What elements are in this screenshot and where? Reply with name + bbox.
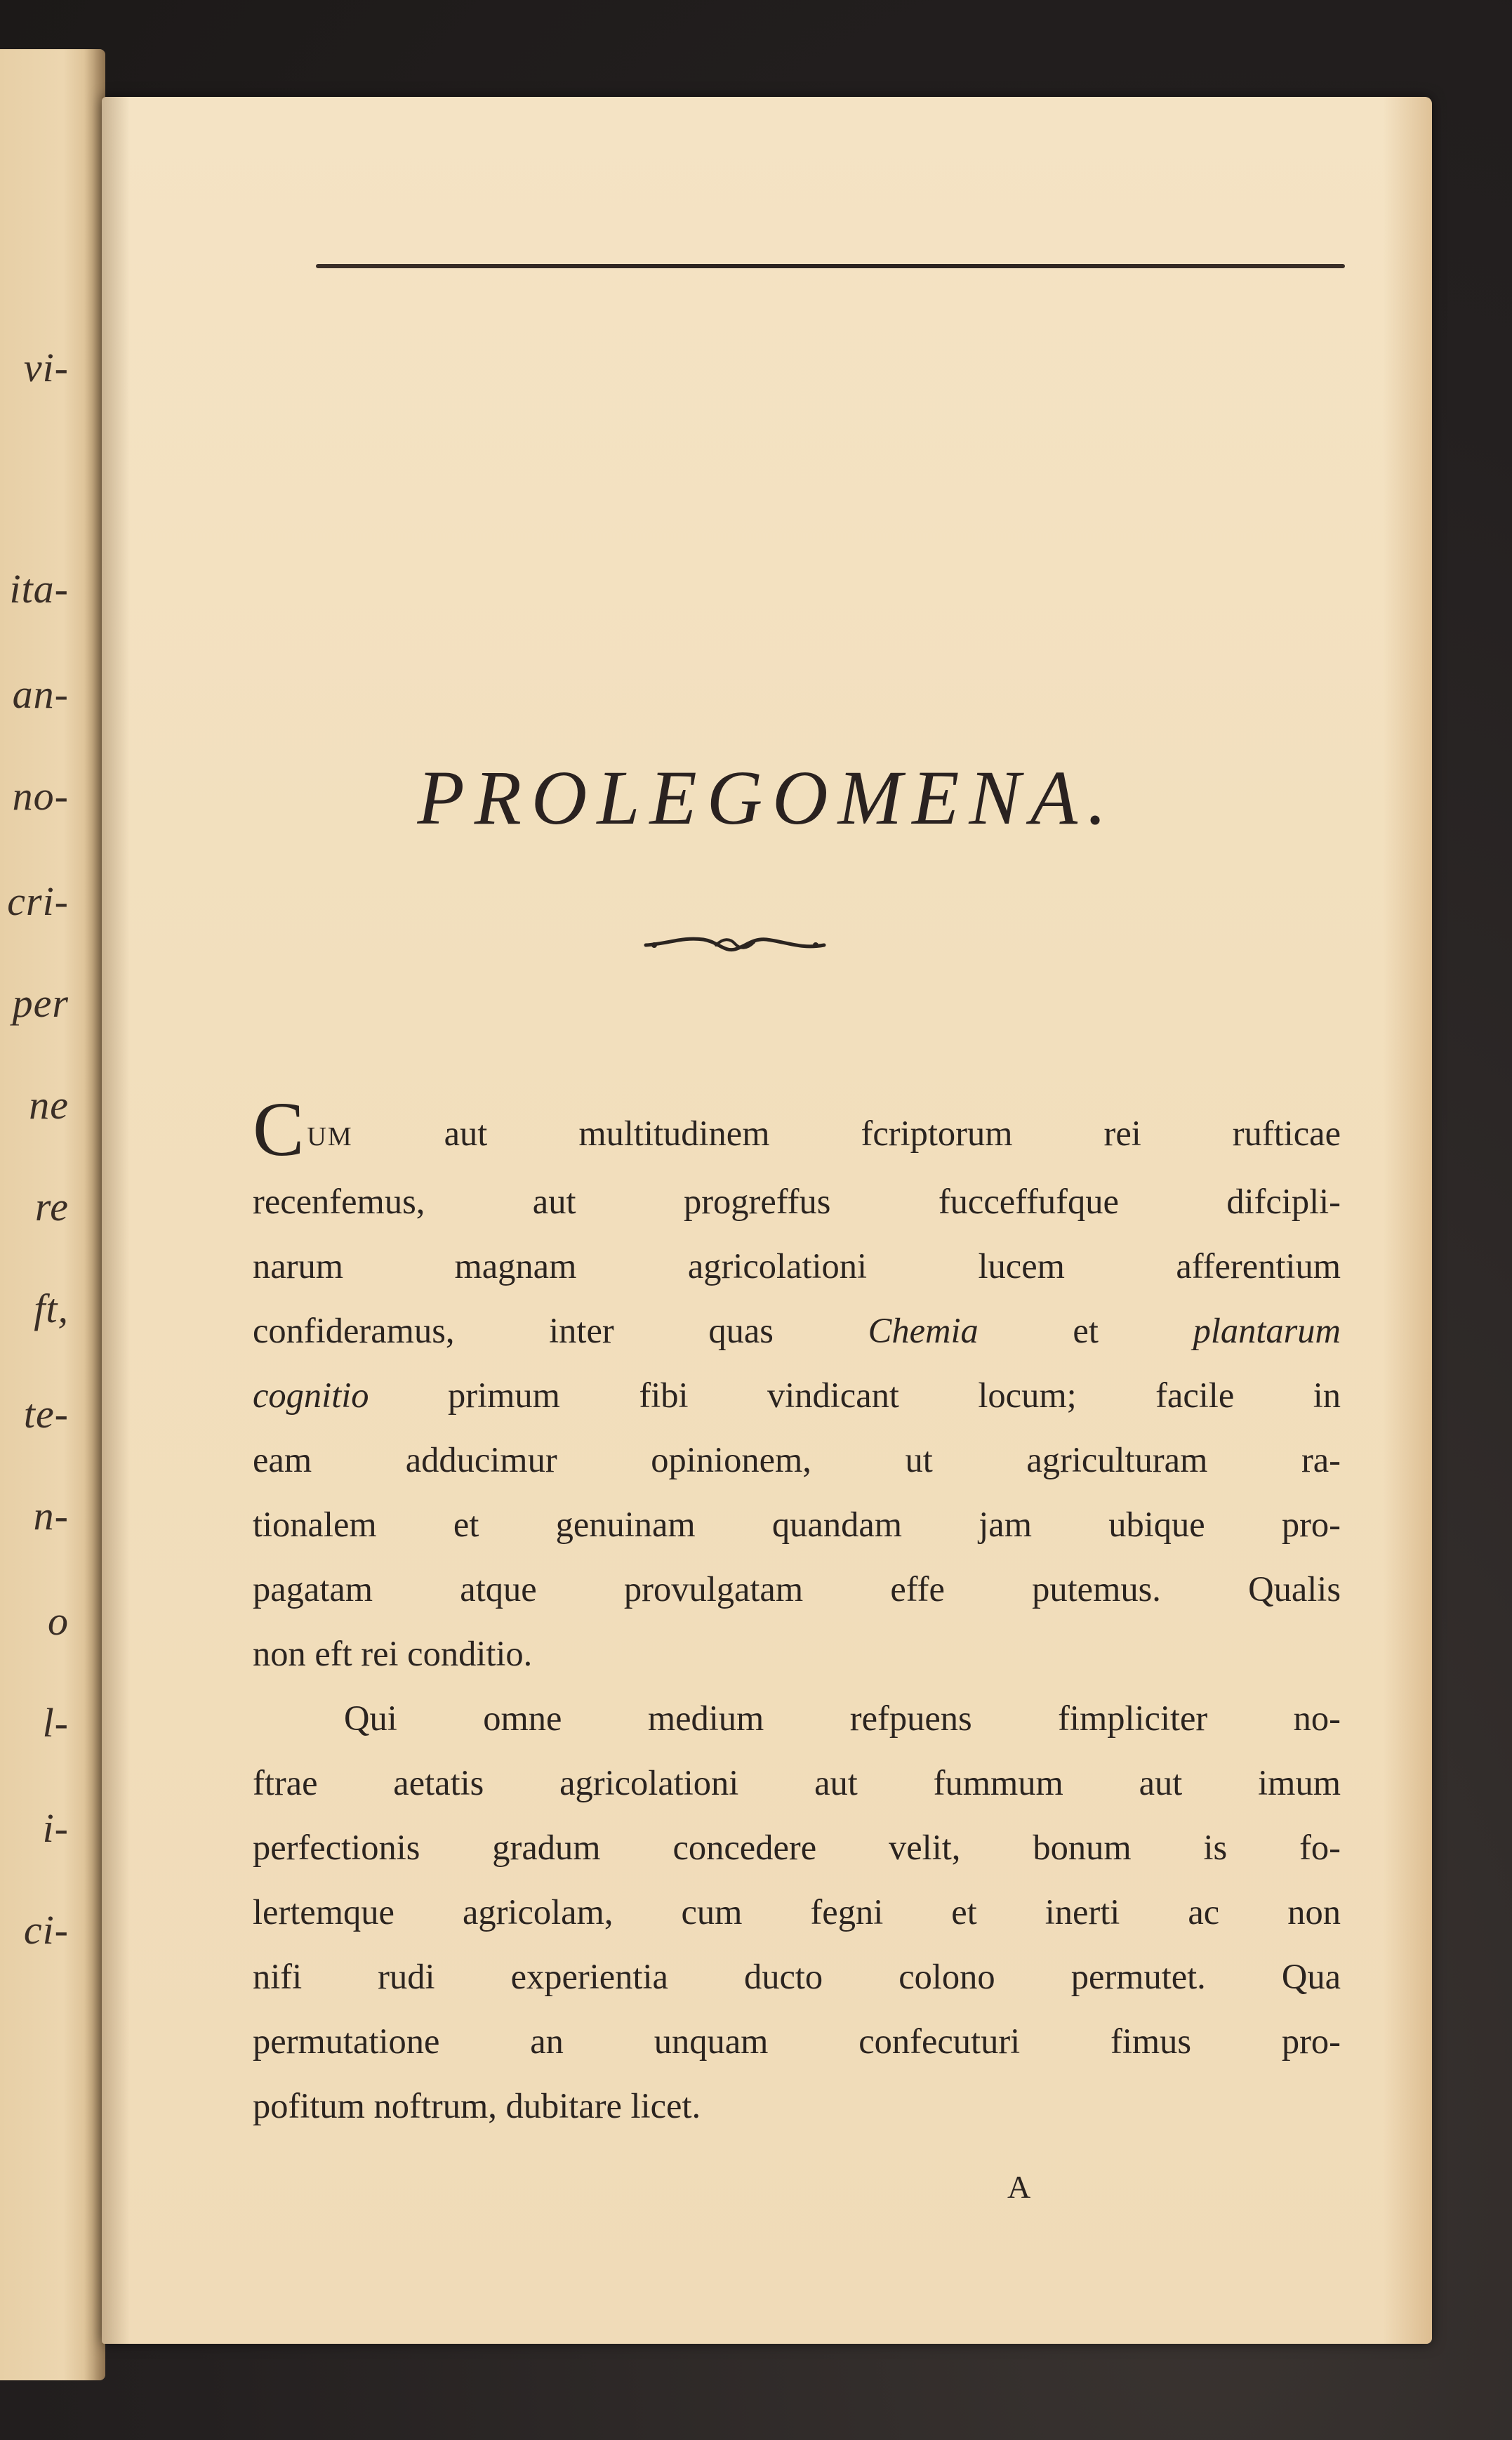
text-line: permutatione an unquam confecuturi fimus pro- bbox=[253, 2022, 1341, 2061]
header-rule bbox=[316, 264, 1345, 268]
book-page bbox=[102, 97, 1432, 2344]
text-line: pofitum noftrum, dubitare licet. bbox=[253, 2086, 701, 2125]
spine-shadow bbox=[102, 97, 130, 2344]
left-facing-page bbox=[0, 49, 105, 2380]
ornament-flourish-icon bbox=[640, 924, 830, 963]
text-line: ftrae aetatis agricolationi aut fummum aut imum bbox=[253, 1763, 1341, 1802]
left-page-fragment: l- bbox=[42, 1700, 69, 1746]
text-line: non eft rei conditio. bbox=[253, 1634, 533, 1673]
text-line: pagatam atque provulgatam effe putemus. Qualis bbox=[253, 1569, 1341, 1609]
text-fragment: primum fibi vindicant locum; facile in bbox=[448, 1376, 1341, 1415]
left-page-fragment: n- bbox=[33, 1493, 69, 1538]
left-page-fragment: ne bbox=[29, 1082, 69, 1128]
text-line: narum magnam agricolationi lucem afferentium bbox=[253, 1246, 1341, 1286]
left-page-fragment: te- bbox=[23, 1391, 69, 1437]
body-text bbox=[253, 1086, 1341, 2138]
text-line: perfectionis gradum concedere velit, bonum is fo- bbox=[253, 1828, 1341, 1867]
left-page-fragment: cri- bbox=[7, 878, 69, 924]
left-page-fragment: per bbox=[12, 980, 69, 1026]
left-page-fragment: vi- bbox=[23, 345, 69, 390]
italic-term: plantarum bbox=[1193, 1311, 1341, 1350]
left-page-fragment: ci- bbox=[23, 1907, 69, 1953]
text-line bbox=[253, 1298, 1341, 1363]
page-edge-tone bbox=[1383, 97, 1432, 2344]
text-line: recenfemus, aut progreffus fucceffufque difcipli- bbox=[253, 1182, 1341, 1221]
left-page-fragment: ft, bbox=[34, 1286, 69, 1331]
text-line: Qui omne medium refpuens fimpliciter no- bbox=[344, 1699, 1341, 1738]
text-fragment: et bbox=[978, 1311, 1193, 1350]
left-page-fragment: re bbox=[34, 1184, 69, 1229]
small-caps-text: UM bbox=[307, 1122, 353, 1152]
text-line: nifi rudi experientia ducto colono permutet. Qua bbox=[253, 1957, 1341, 1996]
left-page-fragment: an- bbox=[12, 671, 69, 717]
text-line: tionalem et genuinam quandam jam ubique pro- bbox=[253, 1505, 1341, 1544]
text-fragment: confideramus, inter quas bbox=[253, 1311, 868, 1350]
italic-term: Chemia bbox=[868, 1311, 979, 1350]
text-line: eam adducimur opinionem, ut agriculturam ra- bbox=[253, 1440, 1341, 1479]
left-page-fragment: o bbox=[48, 1598, 69, 1644]
drop-cap: C bbox=[253, 1086, 305, 1172]
left-page-fragment: no- bbox=[12, 773, 69, 819]
left-page-fragment: i- bbox=[42, 1805, 69, 1851]
paragraph-2 bbox=[253, 1686, 1341, 2138]
page-title: PROLEGOMENA. bbox=[417, 755, 1117, 840]
text-fragment: aut multitudinem fcriptorum rei rufticae bbox=[352, 1114, 1341, 1153]
text-line bbox=[253, 1363, 1341, 1427]
left-page-fragment: ita- bbox=[9, 566, 69, 612]
paragraph-1 bbox=[253, 1086, 1341, 1686]
text-line: lertemque agricolam, cum fegni et inerti ac non bbox=[253, 1892, 1341, 1932]
italic-term: cognitio bbox=[253, 1376, 369, 1415]
text-line bbox=[253, 1086, 1341, 1172]
signature-mark: A bbox=[1007, 2169, 1031, 2205]
